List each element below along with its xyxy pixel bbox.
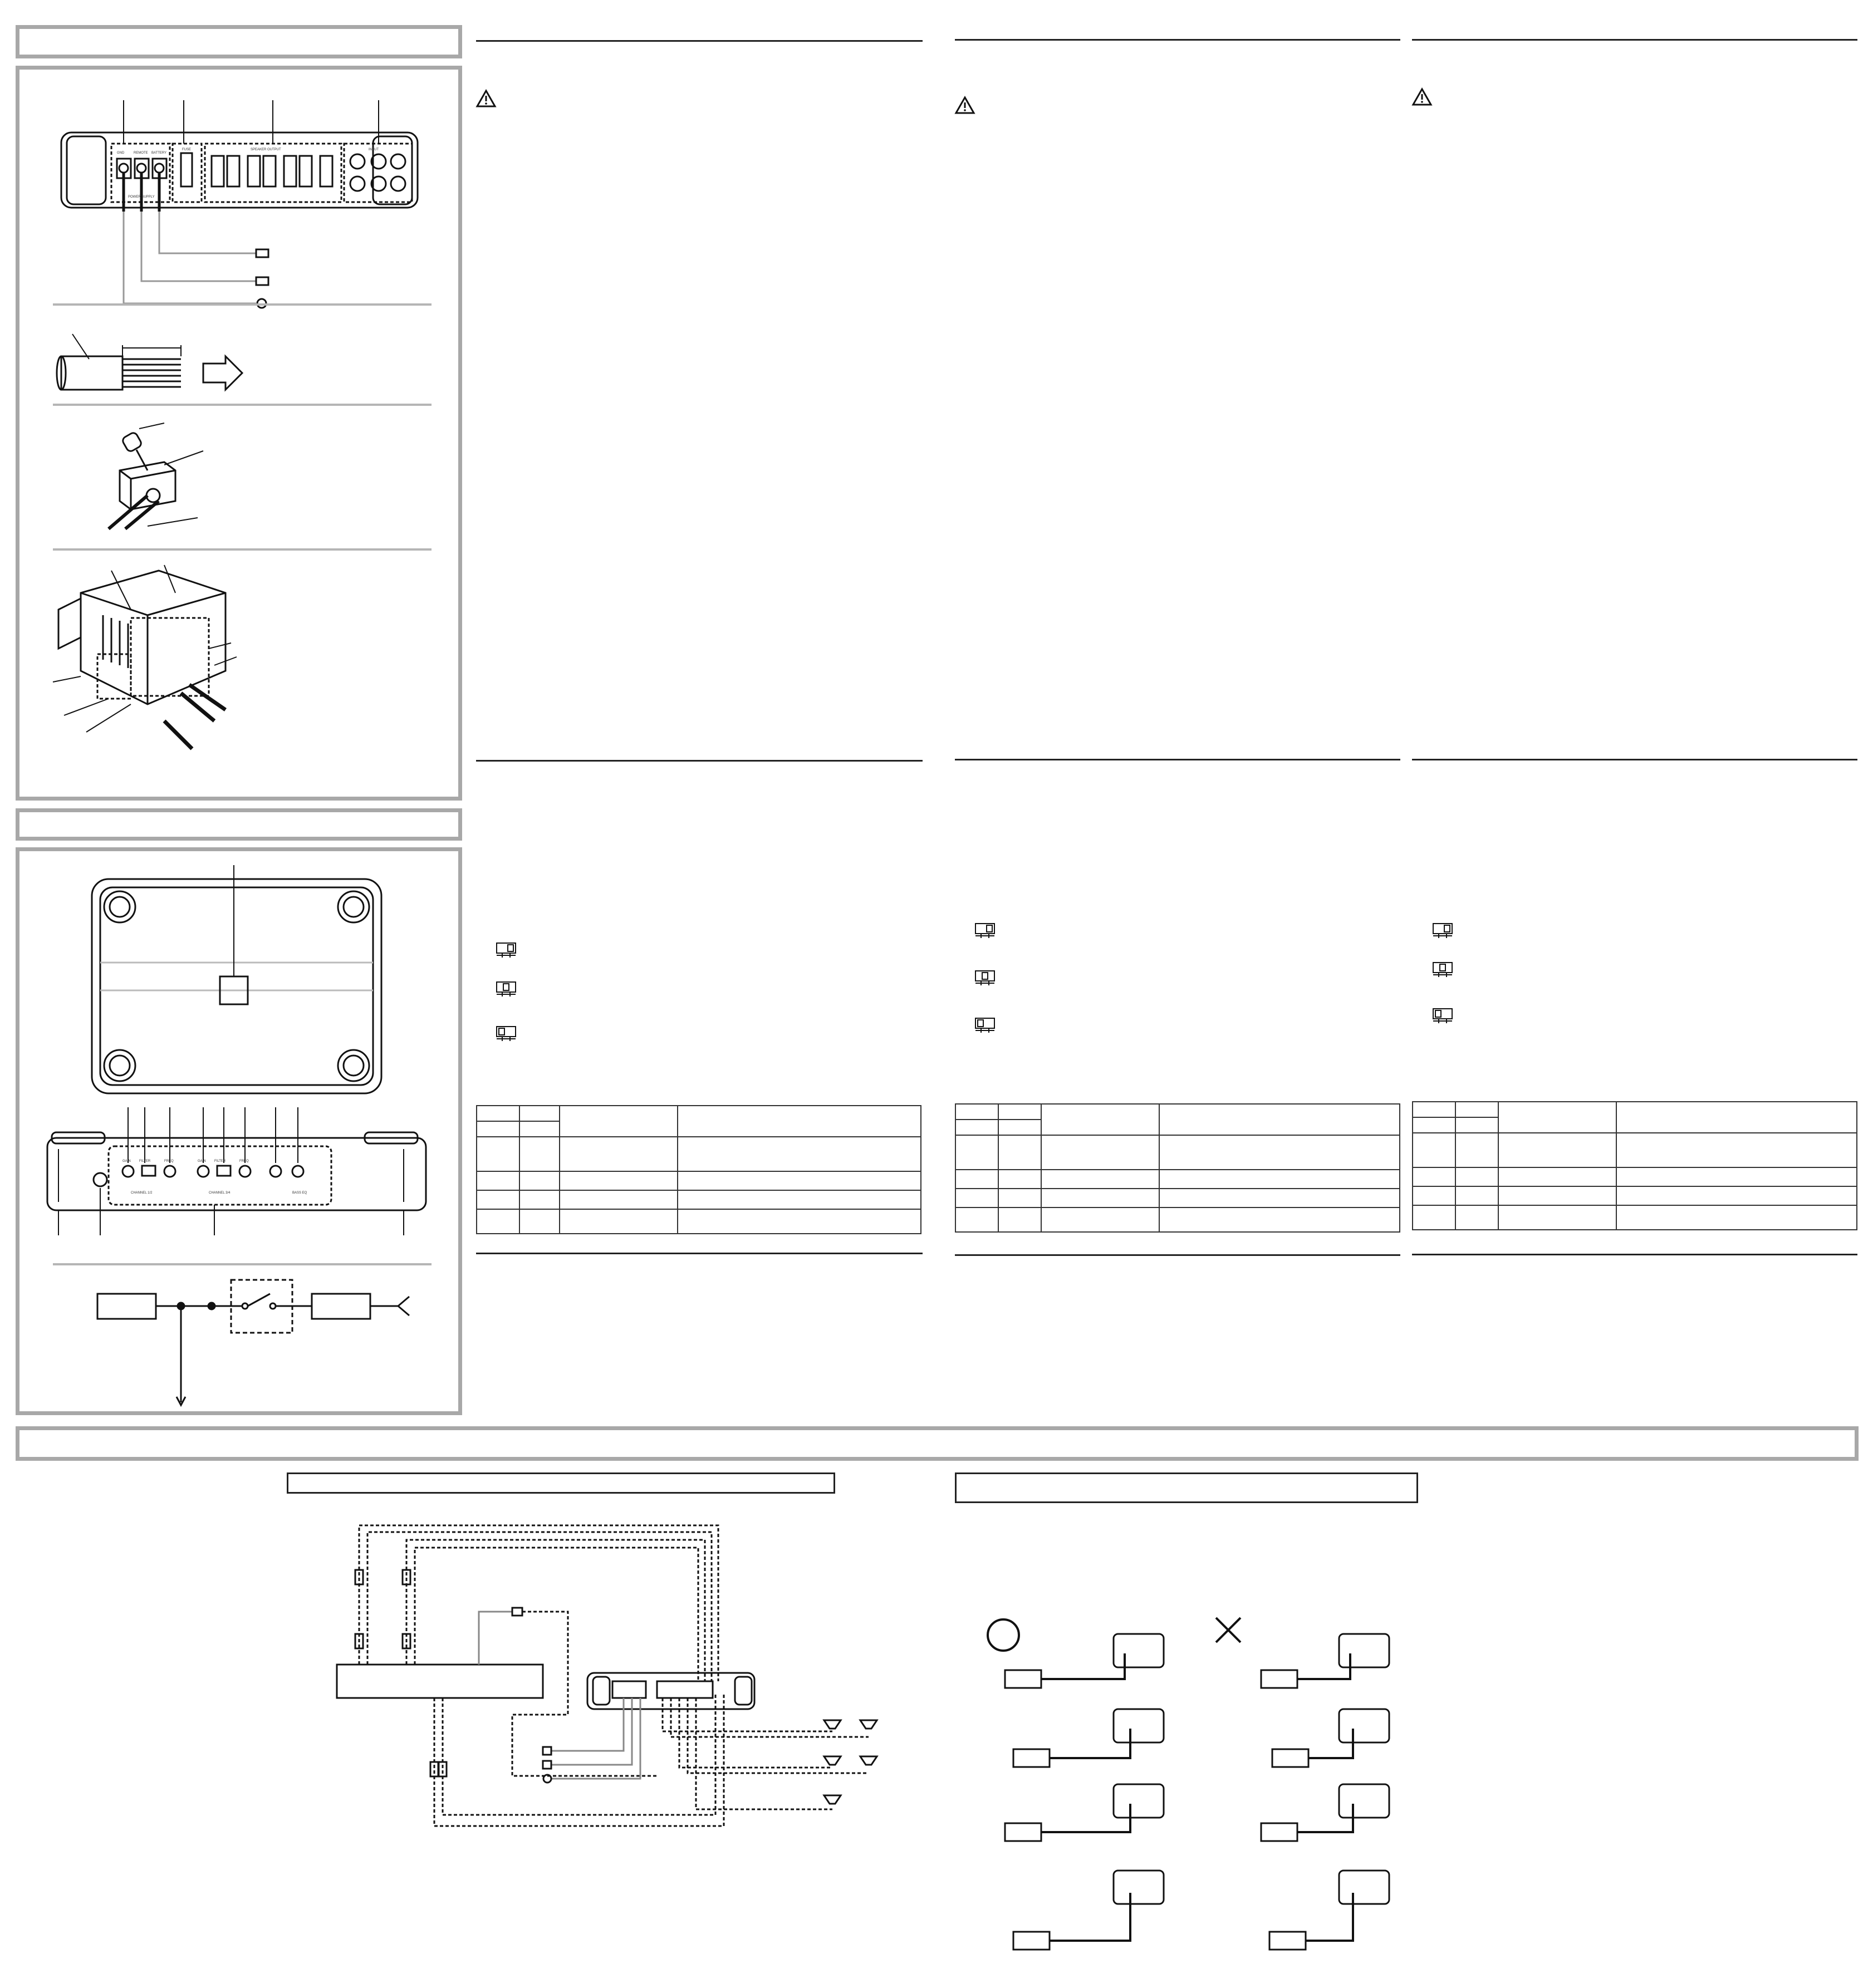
- connection-subtitle-box-right: [955, 1472, 1418, 1503]
- amplifier-perspective-diagram: [47, 559, 281, 760]
- dip-switch-icon: [1431, 921, 1455, 940]
- svg-text:FREQ: FREQ: [164, 1160, 174, 1163]
- svg-text:SPEAKER OUTPUT: SPEAKER OUTPUT: [251, 148, 281, 151]
- dip-switch-icon: [494, 941, 519, 960]
- figure-divider: [53, 303, 432, 306]
- installation-figure-panel: [16, 66, 462, 801]
- spec-table-b: [955, 1103, 1400, 1233]
- amplifier-front-controls: [36, 1107, 437, 1246]
- figure-divider: [53, 1263, 432, 1265]
- column-b-top-rule: [955, 39, 1400, 41]
- dip-switch-icon: [1431, 960, 1455, 979]
- section-title-box-2: [16, 808, 462, 841]
- svg-text:POWER SUPPLY: POWER SUPPLY: [128, 195, 155, 199]
- warning-triangle-icon: [476, 89, 496, 108]
- dip-switch-icon: [494, 980, 519, 999]
- column-c-bottom-rule: [1412, 1254, 1857, 1255]
- mounting-figure-panel: [16, 847, 462, 1415]
- spec-table-c: [1412, 1101, 1857, 1230]
- screw-terminal-diagram: [97, 418, 264, 529]
- svg-text:BASS EQ: BASS EQ: [292, 1191, 307, 1195]
- connection-subtitle-box-left: [287, 1472, 835, 1494]
- wire-strip-diagram: [56, 315, 390, 415]
- svg-text:FREQ: FREQ: [239, 1160, 249, 1163]
- dip-switch-icon: [973, 921, 998, 940]
- correct-rca-connection-diagrams: [1005, 1626, 1183, 1960]
- svg-text:FILTER: FILTER: [214, 1160, 226, 1163]
- column-a-bottom-rule: [476, 1253, 923, 1254]
- svg-text:FILTER: FILTER: [139, 1160, 151, 1163]
- svg-text:CHANNEL 3/4: CHANNEL 3/4: [209, 1191, 231, 1195]
- system-wiring-diagram: [334, 1514, 902, 1859]
- svg-text:REMOTE: REMOTE: [134, 151, 148, 155]
- spec-table-a: [476, 1105, 921, 1234]
- amplifier-terminal-diagram: [50, 84, 440, 312]
- figure-divider: [53, 404, 432, 406]
- dip-switch-icon: [494, 1024, 519, 1043]
- incorrect-rca-connection-diagrams: [1261, 1626, 1400, 1960]
- svg-text:BATTERY: BATTERY: [151, 151, 167, 155]
- svg-text:CHANNEL 1/2: CHANNEL 1/2: [131, 1191, 153, 1195]
- warning-triangle-icon: [955, 96, 975, 115]
- column-b-section-rule: [955, 759, 1400, 760]
- remote-circuit-diagram: [92, 1274, 426, 1413]
- svg-text:FUSE: FUSE: [182, 148, 192, 151]
- column-b-bottom-rule: [955, 1254, 1400, 1256]
- svg-text:GAIN: GAIN: [122, 1160, 131, 1163]
- svg-text:INPUT: INPUT: [369, 148, 379, 151]
- svg-text:GAIN: GAIN: [198, 1160, 206, 1163]
- system-connection-title-box: [16, 1426, 1859, 1461]
- amplifier-bottom-view: [81, 865, 393, 1105]
- dip-switch-icon: [973, 1016, 998, 1035]
- svg-text:GND: GND: [117, 151, 125, 155]
- section-title-box-1: [16, 25, 462, 58]
- cross-ng-icon: [1213, 1614, 1244, 1646]
- warning-triangle-icon: [1412, 87, 1432, 106]
- dip-switch-icon: [973, 969, 998, 988]
- dip-switch-icon: [1431, 1007, 1455, 1025]
- column-a-section-rule: [476, 760, 923, 762]
- figure-divider: [53, 548, 432, 551]
- column-c-section-rule: [1412, 759, 1857, 760]
- column-c-top-rule: [1412, 39, 1857, 41]
- column-a-top-rule: [476, 40, 923, 42]
